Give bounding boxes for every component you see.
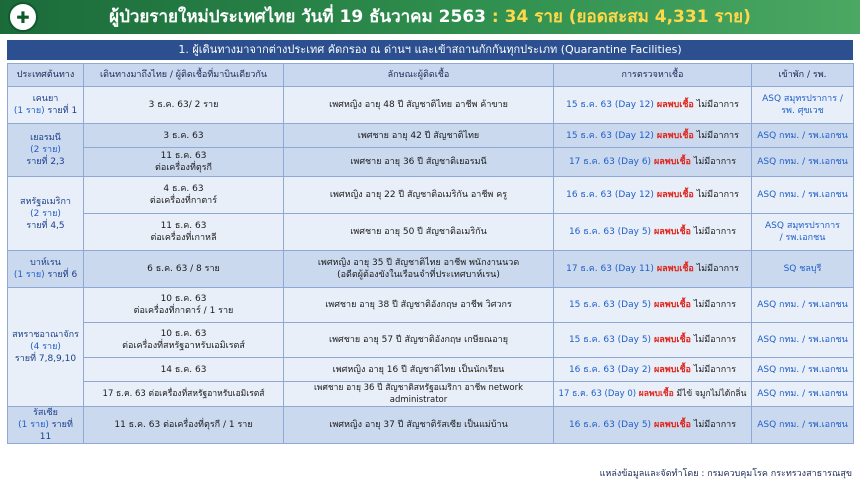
test-result: ผลพบเชื้อ [653,335,691,345]
profile-text: เพศชาย อายุ 36 ปี สัญชาติสหรัฐอเมริกา อาชีพ network administrator [313,383,524,405]
arrival-text: 17 ธ.ค. 63 ต่อเครื่องที่สหรัฐอาหรับเอมิเรตส์ [102,389,265,399]
profile-text: เพศชาย อายุ 36 ปี สัญชาติเยอรมนี [350,157,487,167]
stay-cell [752,251,854,288]
table-row [8,288,854,323]
stay-cell [752,214,854,251]
stay-cell [752,124,854,148]
stay-text-2: / รพ.เอกชน [779,233,826,243]
profile-text-2: (อดีตผู้ต้องขังในเรือนจำที่ประเทศบาห์เรน) [337,270,500,280]
stay-text: ASQ กทม. / รพ.เอกชน [757,300,848,310]
stay-text: ASQ กทม. / รพ.เอกชน [757,420,848,430]
country-cases: รายที่ 11 [39,420,73,442]
test-date: 15 ธ.ค. 63 (Day 5) [568,335,652,345]
stay-cell [752,148,854,177]
arrival-cell [84,87,284,124]
test-symptom: มีไข้ จมูกไม่ได้กลิ่น [676,389,747,399]
country-name: บาห์เรน [30,258,61,268]
stay-text: ASQ กทม. / รพ.เอกชน [757,157,848,167]
arrival-cell [84,177,284,214]
arrival-cell [84,251,284,288]
stay-cell [752,177,854,214]
test-symptom: ไม่มีอาการ [693,364,737,375]
test-cell [554,407,752,444]
profile-cell [284,382,554,407]
test-result: ผลพบเชื้อ [653,420,691,430]
test-symptom: ไม่มีอาการ [693,227,737,237]
stay-text: ASQ กทม. / รพ.เอกชน [757,335,848,345]
table-row [8,323,854,358]
title-count: : 34 ราย (ยอดสะสม 4,331 ราย) [486,7,751,27]
test-cell [554,358,752,382]
col-header-country: ประเทศต้นทาง [8,64,84,87]
country-count: (2 ราย) [30,208,61,219]
arrival-text: 4 ธ.ค. 63 [163,184,204,194]
arrival-text: 10 ธ.ค. 63 [160,329,207,339]
arrival-text: 10 ธ.ค. 63 [160,294,207,304]
test-result: ผลพบเชื้อ [653,364,691,375]
test-date: 17 ธ.ค. 63 (Day 11) [566,264,654,274]
country-count: (1 ราย) [18,420,49,430]
country-count: (2 ราย) [30,145,61,155]
profile-cell [284,87,554,124]
country-cases: รายที่ 1 [47,106,78,116]
arrival-cell [84,382,284,407]
stay-cell [752,288,854,323]
profile-text: เพศหญิง อายุ 37 ปี สัญชาติรัสเซีย เป็นแม่บ้าน [329,420,508,430]
section-title: 1. ผู้เดินทางมาจากต่างประเทศ คัดกรอง ณ ด่านฯ และเข้าสถานกักกันทุกประเภท (Quarantine Facilities) [7,40,853,60]
stay-cell [752,407,854,444]
arrival-cell [84,358,284,382]
profile-cell [284,358,554,382]
test-cell [554,177,752,214]
test-result: ผลพบเชื้อ [656,130,694,141]
profile-cell [284,214,554,251]
stay-cell [752,358,854,382]
test-cell [554,148,752,177]
test-cell [554,288,752,323]
country-count: (1 ราย) [13,106,45,116]
col-header-stay: เข้าพัก / รพ. [752,64,854,87]
stay-text: ASQ กทม. / รพ.เอกชน [757,190,848,200]
arrival-cell [84,288,284,323]
country-cell [8,288,84,407]
arrival-text-2: ต่อเครื่องที่ตุรกี [154,163,213,173]
dept-seal-icon: ✚ [8,2,38,32]
country-cell [8,177,84,251]
test-result: ผลพบเชื้อ [653,227,691,237]
country-cell [8,87,84,124]
stay-cell [752,87,854,124]
profile-cell [284,251,554,288]
profile-text: เพศชาย อายุ 38 ปี สัญชาติอังกฤษ อาชีพ วิศวกร [325,300,512,310]
test-date: 17 ธ.ค. 63 (Day 6) [568,157,652,167]
arrival-text: 14 ธ.ค. 63 [160,364,207,375]
table-header-row [8,64,854,87]
profile-cell [284,177,554,214]
test-symptom: ไม่มีอาการ [693,420,737,430]
profile-cell [284,148,554,177]
arrival-text: 3 ธ.ค. 63/ 2 ราย [148,100,219,110]
table-row [8,214,854,251]
profile-cell [284,124,554,148]
arrival-cell [84,323,284,358]
table-row [8,148,854,177]
table-row [8,358,854,382]
country-name: เคนยา [32,94,59,104]
test-date: 16 ธ.ค. 63 (Day 5) [568,420,652,430]
stay-text: ASQ สมุทรปราการ [765,221,840,231]
country-cases: รายที่ 2,3 [26,157,65,167]
test-result: ผลพบเชื้อ [653,157,691,167]
table-row [8,407,854,444]
country-cell [8,251,84,288]
country-cases: รายที่ 6 [47,270,78,280]
profile-text: เพศชาย อายุ 50 ปี สัญชาติอเมริกัน [350,227,487,237]
test-symptom: ไม่มีอาการ [696,190,739,200]
test-date: 15 ธ.ค. 63 (Day 12) [566,100,654,110]
test-cell [554,251,752,288]
stay-text: ASQ กทม. / รพ.เอกชน [757,364,848,375]
profile-text: เพศชาย อายุ 42 ปี สัญชาติไทย [357,130,480,141]
test-date: 16 ธ.ค. 63 (Day 5) [568,227,652,237]
test-cell [554,87,752,124]
country-count: (1 ราย) [13,270,45,280]
test-symptom: ไม่มีอาการ [693,335,737,345]
stay-text: ASQ สมุทรปราการ / [762,94,843,104]
test-symptom: ไม่มีอาการ [696,100,739,110]
stay-cell [752,323,854,358]
arrival-text-2: ต่อเครื่องที่กาตาร์ [149,196,218,206]
arrival-text: 11 ธ.ค. 63 ต่อเครื่องที่ตุรกี / 1 ราย [114,420,253,430]
arrival-text: 11 ธ.ค. 63 [160,151,207,161]
test-date: 16 ธ.ค. 63 (Day 12) [566,190,654,200]
table-row [8,251,854,288]
stay-text-2: รพ. ศุขเวช [781,106,824,116]
arrival-cell [84,214,284,251]
country-name: เยอรมนี [30,133,61,143]
profile-cell [284,288,554,323]
test-symptom: ไม่มีอาการ [696,130,739,141]
profile-cell [284,323,554,358]
source-footer: แหล่งข้อมูลและจัดทำโดย : กรมควบคุมโรค กระทรวงสาธารณสุข [599,469,852,479]
stay-cell [752,382,854,407]
country-name: สหรัฐอเมริกา [20,196,71,207]
table-row [8,382,854,407]
country-cell [8,407,84,444]
profile-text: เพศหญิง อายุ 16 ปี สัญชาติไทย เป็นนักเรียน [332,364,505,375]
profile-text: เพศหญิง อายุ 22 ปี สัญชาติอเมริกัน อาชีพ ครู [329,190,508,200]
country-count: (4 ราย) [30,342,61,352]
test-result: ผลพบเชื้อ [656,100,694,110]
test-date: 15 ธ.ค. 63 (Day 5) [568,300,652,310]
test-result: ผลพบเชื้อ [638,389,674,399]
arrival-text: 6 ธ.ค. 63 / 8 ราย [147,264,220,274]
test-symptom: ไม่มีอาการ [696,264,739,274]
country-name: รัสเซีย [33,408,58,418]
country-name: สหราชอาณาจักร [12,330,79,340]
country-cell [8,124,84,177]
col-header-profile: ลักษณะผู้ติดเชื้อ [284,64,554,87]
test-cell [554,214,752,251]
table-row [8,87,854,124]
country-cases: รายที่ 7,8,9,10 [14,354,77,364]
test-date: 16 ธ.ค. 63 (Day 2) [568,364,652,375]
table-row [8,177,854,214]
test-symptom: ไม่มีอาการ [693,300,737,310]
cases-table [7,63,854,444]
arrival-cell [84,407,284,444]
arrival-text: 11 ธ.ค. 63 [160,221,207,231]
test-symptom: ไม่มีอาการ [693,157,737,167]
test-result: ผลพบเชื้อ [656,264,694,274]
test-result: ผลพบเชื้อ [653,300,691,310]
test-cell [554,382,752,407]
profile-text: เพศชาย อายุ 57 ปี สัญชาติอังกฤษ เกษียณอายุ [329,335,508,345]
stay-text: ASQ กทม. / รพ.เอกชน [757,389,848,399]
country-cases: รายที่ 4,5 [26,220,65,231]
arrival-text-2: ต่อเครื่องที่เกาหลี [150,233,217,243]
test-date: 15 ธ.ค. 63 (Day 12) [566,130,654,141]
profile-text: เพศหญิง อายุ 35 ปี สัญชาติไทย อาชีพ พนักงานนวด [317,258,520,268]
test-result: ผลพบเชื้อ [656,190,694,200]
col-header-arrival: เดินทางมาถึงไทย / ผู้ติดเชื้อที่มาบินเดียวกัน [84,64,284,87]
table-row [8,124,854,148]
arrival-text: 3 ธ.ค. 63 [163,130,204,141]
test-date: 17 ธ.ค. 63 (Day 0) [558,389,637,399]
profile-cell [284,407,554,444]
test-cell [554,323,752,358]
title-main: ผู้ป่วยรายใหม่ประเทศไทย วันที่ 19 ธันวาคม 2563 [109,7,486,27]
col-header-test: การตรวจหาเชื้อ [554,64,752,87]
stay-text: SQ ชลบุรี [783,264,822,274]
profile-text: เพศหญิง อายุ 48 ปี สัญชาติไทย อาชีพ ค้าขาย [329,100,508,110]
arrival-text-2: ต่อเครื่องที่สหรัฐอาหรับเอมิเรตส์ [122,341,245,351]
arrival-cell [84,148,284,177]
arrival-cell [84,124,284,148]
test-cell [554,124,752,148]
stay-text: ASQ กทม. / รพ.เอกชน [757,130,848,141]
arrival-text-2: ต่อเครื่องที่กาตาร์ / 1 ราย [133,306,234,316]
page-title [0,0,860,34]
